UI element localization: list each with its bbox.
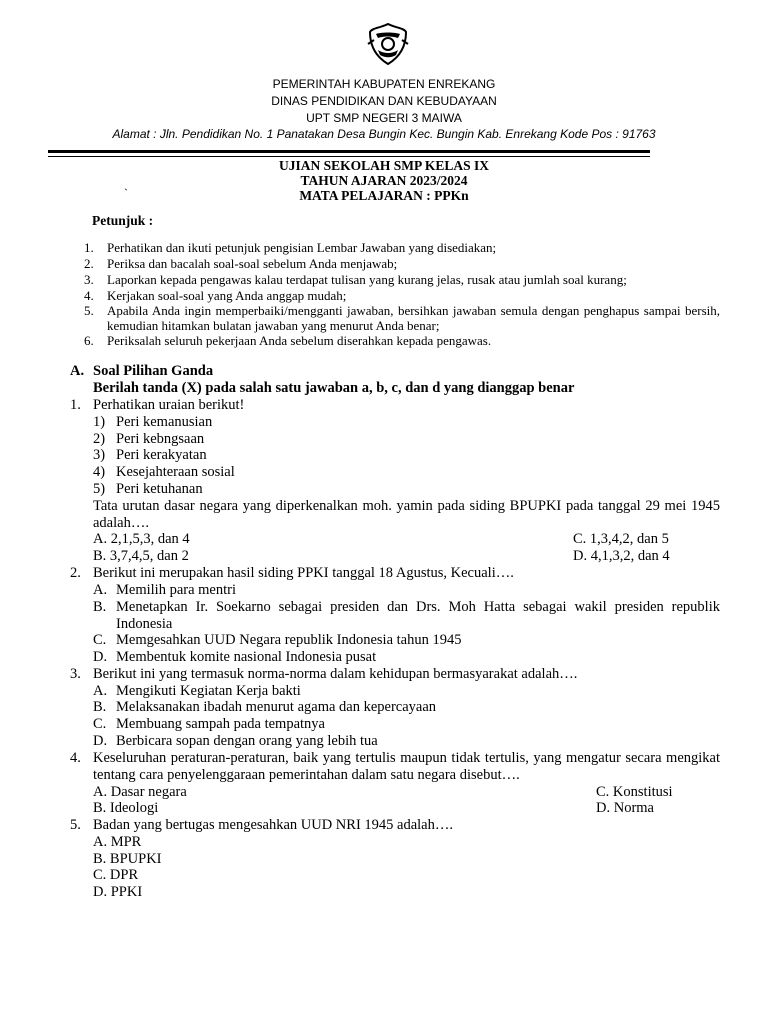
list-item: Kesejahteraan sosial xyxy=(116,464,235,480)
instruction-text: Perhatikan dan ikuti petunjuk pengisian Lembar Jawaban yang disediakan; xyxy=(107,240,497,255)
option-a: A. 2,1,5,3, dan 4 xyxy=(93,531,190,547)
option-d: D. 4,1,3,2, dan 4 xyxy=(573,548,670,564)
option-b: B. Ideologi xyxy=(93,800,159,816)
option-label: A. xyxy=(93,683,108,699)
question-number: 2. xyxy=(70,565,81,581)
option-label: B. xyxy=(93,699,107,715)
option-d: Berbicara sopan dengan orang yang lebih tua xyxy=(116,733,378,749)
option-label: C. xyxy=(93,716,107,732)
instruction-number: 6. xyxy=(84,333,94,348)
list-item: Peri kerakyatan xyxy=(116,447,207,463)
instruction-number: 5. xyxy=(84,303,94,318)
option-c: C. Konstitusi xyxy=(596,784,673,800)
option-a: Mengikuti Kegiatan Kerja bakti xyxy=(116,683,301,699)
section-title: Soal Pilihan Ganda xyxy=(93,363,214,379)
instruction-number: 1. xyxy=(84,240,94,255)
list-marker: 5) xyxy=(93,481,106,497)
option-b: Melaksanakan ibadah menurut agama dan kepercayaan xyxy=(116,699,437,715)
list-item: Peri ketuhanan xyxy=(116,481,203,497)
regency-emblem-logo xyxy=(366,22,410,66)
option-c: C. DPR xyxy=(93,867,139,883)
list-item: Peri kebngsaan xyxy=(116,431,205,447)
question-stem: Badan yang bertugas mengesahkan UUD NRI 1945 adalah…. xyxy=(93,817,453,833)
section-label: A. xyxy=(70,363,85,379)
exam-title: UJIAN SEKOLAH SMP KELAS IX xyxy=(278,158,490,173)
option-label: D. xyxy=(93,733,108,749)
option-b: B. 3,7,4,5, dan 2 xyxy=(93,548,189,564)
instruction-item xyxy=(84,240,720,255)
list-marker: 3) xyxy=(93,447,106,463)
option-a: A. Dasar negara xyxy=(93,784,187,800)
header-divider-thin xyxy=(48,156,650,157)
option-d: D. PPKI xyxy=(93,884,143,900)
instruction-text: Periksalah seluruh pekerjaan Anda sebelum diserahkan kepada pengawas. xyxy=(107,333,492,348)
stray-mark: ` xyxy=(124,186,128,200)
list-marker: 4) xyxy=(93,464,106,480)
instruction-text: Laporkan kepada pengawas kalau terdapat tulisan yang kurang jelas, rusak atau jumlah soal kurang; xyxy=(107,272,627,287)
instruction-text: Kerjakan soal-soal yang Anda anggap mudah; xyxy=(107,288,347,303)
option-label: D. xyxy=(93,649,108,665)
instruction-item xyxy=(84,288,720,303)
question-number: 4. xyxy=(70,750,81,766)
header-address: Alamat : Jln. Pendidikan No. 1 Panatakan Desa Bungin Kec. Bungin Kab. Enrekang Kode Pos : 91763 xyxy=(112,127,656,141)
option-c: Memgesahkan UUD Negara republik Indonesia tahun 1945 xyxy=(116,632,462,648)
option-c: C. 1,3,4,2, dan 5 xyxy=(573,531,669,547)
list-marker: 1) xyxy=(93,414,106,430)
option-d: D. Norma xyxy=(596,800,654,816)
question-number: 3. xyxy=(70,666,81,682)
instruction-number: 3. xyxy=(84,272,94,287)
header-government: PEMERINTAH KABUPATEN ENREKANG xyxy=(272,77,496,91)
instruction-item xyxy=(84,303,720,333)
instruction-item xyxy=(84,256,720,271)
question-stem: Keseluruhan peraturan-peraturan, baik yang tertulis maupun tidak tertulis, yang mengatur secara mengikat tentang cara penyelenggaraan pemerintahan dalam satu negara disebut…. xyxy=(93,750,720,783)
question-stem: Berikut ini yang termasuk norma-norma dalam kehidupan bermasyarakat adalah…. xyxy=(93,666,578,682)
instruction-text: Periksa dan bacalah soal-soal sebelum Anda menjawab; xyxy=(107,256,398,271)
exam-subject: MATA PELAJARAN : PPKn xyxy=(299,188,469,203)
header-department: DINAS PENDIDIKAN DAN KEBUDAYAAN xyxy=(271,94,497,108)
instructions-title: Petunjuk : xyxy=(92,213,154,228)
exam-year: TAHUN AJARAN 2023/2024 xyxy=(300,173,468,188)
option-b: Menetapkan Ir. Soekarno sebagai presiden dan Drs. Moh Hatta sebagai wakil presiden republik Indonesia xyxy=(116,599,720,632)
instruction-number: 4. xyxy=(84,288,94,303)
question-stem: Berikut ini merupakan hasil siding PPKI tanggal 18 Agustus, Kecuali…. xyxy=(93,565,514,581)
question-stem: Perhatikan uraian berikut! xyxy=(93,397,245,413)
list-item: Peri kemanusian xyxy=(116,414,213,430)
option-c: Membuang sampah pada tempatnya xyxy=(116,716,325,732)
header-divider-thick xyxy=(48,150,650,153)
instruction-item xyxy=(84,333,720,348)
list-marker: 2) xyxy=(93,431,106,447)
question-number: 5. xyxy=(70,817,81,833)
question-number: 1. xyxy=(70,397,81,413)
option-label: C. xyxy=(93,632,107,648)
instruction-text: Apabila Anda ingin memperbaiki/mengganti jawaban, bersihkan jawaban semula dengan penghapus sampai bersih, kemudian hitamkan bulatan jawaban yang menurut Anda benar; xyxy=(107,303,720,333)
instruction-item xyxy=(84,272,720,287)
option-a: A. MPR xyxy=(93,834,142,850)
section-instruction: Berilah tanda (X) pada salah satu jawaban a, b, c, dan d yang dianggap benar xyxy=(93,380,575,396)
option-label: A. xyxy=(93,582,108,598)
option-d: Membentuk komite nasional Indonesia pusat xyxy=(116,649,377,665)
instruction-number: 2. xyxy=(84,256,94,271)
option-label: B. xyxy=(93,599,107,615)
option-a: Memilih para mentri xyxy=(116,582,236,598)
question-paragraph: Tata urutan dasar negara yang diperkenalkan moh. yamin pada siding BPUPKI pada tanggal 29 mei 1945 adalah…. xyxy=(93,498,720,531)
option-b: B. BPUPKI xyxy=(93,851,162,867)
header-school: UPT SMP NEGERI 3 MAIWA xyxy=(306,111,462,125)
